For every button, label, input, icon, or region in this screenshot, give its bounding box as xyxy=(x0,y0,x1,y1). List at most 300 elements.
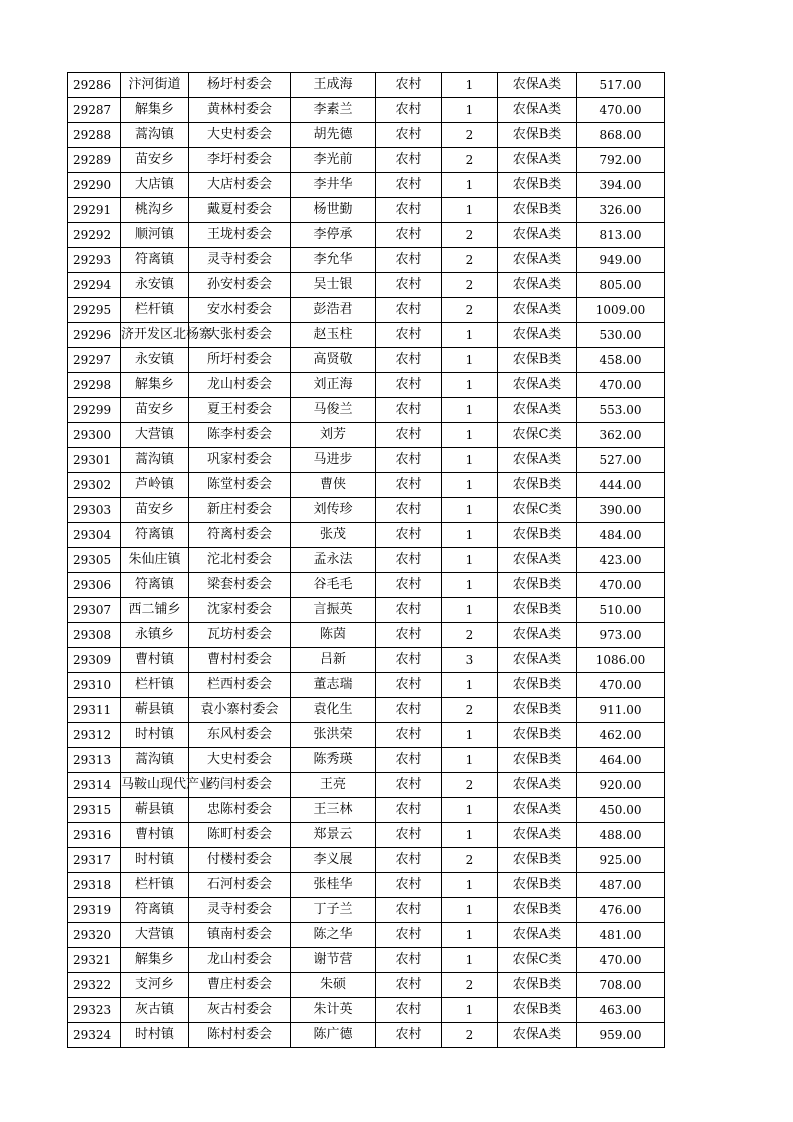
insurance-category-cell: 农保A类 xyxy=(498,623,577,648)
insurance-category-cell: 农保A类 xyxy=(498,273,577,298)
insurance-category-cell: 农保B类 xyxy=(498,123,577,148)
area-type-cell: 农村 xyxy=(376,373,442,398)
insurance-category-cell: 农保B类 xyxy=(498,523,577,548)
village-committee-cell: 沈家村委会 xyxy=(189,598,291,623)
village-committee-cell: 新庄村委会 xyxy=(189,498,291,523)
insurance-category-cell: 农保C类 xyxy=(498,423,577,448)
table-row xyxy=(68,848,665,873)
amount-cell: 481.00 xyxy=(577,923,665,948)
township-cell: 蒿沟镇 xyxy=(121,748,189,773)
area-type-cell: 农村 xyxy=(376,573,442,598)
village-committee-cell: 忠陈村委会 xyxy=(189,798,291,823)
table-row xyxy=(68,948,665,973)
village-committee-cell: 大史村委会 xyxy=(189,123,291,148)
record-id-cell: 29316 xyxy=(68,823,121,848)
table-row xyxy=(68,373,665,398)
person-name-cell: 彭浩君 xyxy=(291,298,376,323)
insurance-category-cell: 农保B类 xyxy=(498,573,577,598)
table-row xyxy=(68,298,665,323)
village-committee-cell: 陈李村委会 xyxy=(189,423,291,448)
record-id-cell: 29297 xyxy=(68,348,121,373)
insurance-category-cell: 农保B类 xyxy=(498,873,577,898)
area-type-cell: 农村 xyxy=(376,673,442,698)
township-cell: 解集乡 xyxy=(121,373,189,398)
amount-cell: 813.00 xyxy=(577,223,665,248)
record-id-cell: 29307 xyxy=(68,598,121,623)
record-id-cell: 29291 xyxy=(68,198,121,223)
record-id-cell: 29290 xyxy=(68,173,121,198)
household-count-cell: 1 xyxy=(442,598,498,623)
township-cell: 苗安乡 xyxy=(121,148,189,173)
area-type-cell: 农村 xyxy=(376,723,442,748)
household-count-cell: 1 xyxy=(442,923,498,948)
record-id-cell: 29320 xyxy=(68,923,121,948)
person-name-cell: 李光前 xyxy=(291,148,376,173)
area-type-cell: 农村 xyxy=(376,173,442,198)
area-type-cell: 农村 xyxy=(376,323,442,348)
record-id-cell: 29315 xyxy=(68,798,121,823)
person-name-cell: 吕新 xyxy=(291,648,376,673)
household-count-cell: 1 xyxy=(442,748,498,773)
area-type-cell: 农村 xyxy=(376,948,442,973)
township-cell: 桃沟乡 xyxy=(121,198,189,223)
village-committee-cell: 王垅村委会 xyxy=(189,223,291,248)
insurance-category-cell: 农保A类 xyxy=(498,448,577,473)
household-count-cell: 1 xyxy=(442,898,498,923)
village-committee-cell: 李圩村委会 xyxy=(189,148,291,173)
area-type-cell: 农村 xyxy=(376,748,442,773)
amount-cell: 553.00 xyxy=(577,398,665,423)
amount-cell: 973.00 xyxy=(577,623,665,648)
area-type-cell: 农村 xyxy=(376,598,442,623)
household-count-cell: 1 xyxy=(442,948,498,973)
record-id-cell: 29302 xyxy=(68,473,121,498)
insurance-category-cell: 农保B类 xyxy=(498,698,577,723)
record-id-cell: 29287 xyxy=(68,98,121,123)
insurance-category-cell: 农保A类 xyxy=(498,148,577,173)
table-row xyxy=(68,73,665,98)
record-id-cell: 29292 xyxy=(68,223,121,248)
table-row xyxy=(68,598,665,623)
township-cell: 顺河镇 xyxy=(121,223,189,248)
record-id-cell: 29300 xyxy=(68,423,121,448)
household-count-cell: 1 xyxy=(442,798,498,823)
person-name-cell: 李井华 xyxy=(291,173,376,198)
amount-cell: 517.00 xyxy=(577,73,665,98)
insurance-category-cell: 农保B类 xyxy=(498,748,577,773)
household-count-cell: 1 xyxy=(442,198,498,223)
village-committee-cell: 符离村委会 xyxy=(189,523,291,548)
record-id-cell: 29308 xyxy=(68,623,121,648)
amount-cell: 1009.00 xyxy=(577,298,665,323)
table-row xyxy=(68,973,665,998)
record-id-cell: 29311 xyxy=(68,698,121,723)
area-type-cell: 农村 xyxy=(376,1023,442,1048)
insurance-category-cell: 农保A类 xyxy=(498,223,577,248)
township-cell: 大营镇 xyxy=(121,923,189,948)
village-committee-cell: 曹村村委会 xyxy=(189,648,291,673)
table-row xyxy=(68,1023,665,1048)
household-count-cell: 1 xyxy=(442,573,498,598)
person-name-cell: 胡先德 xyxy=(291,123,376,148)
table-row xyxy=(68,823,665,848)
record-id-cell: 29305 xyxy=(68,548,121,573)
township-cell: 符离镇 xyxy=(121,898,189,923)
household-count-cell: 2 xyxy=(442,123,498,148)
amount-cell: 470.00 xyxy=(577,948,665,973)
insurance-category-cell: 农保A类 xyxy=(498,823,577,848)
table-row xyxy=(68,923,665,948)
area-type-cell: 农村 xyxy=(376,273,442,298)
insurance-category-cell: 农保B类 xyxy=(498,673,577,698)
village-committee-cell: 付楼村委会 xyxy=(189,848,291,873)
village-committee-cell: 梁套村委会 xyxy=(189,573,291,598)
person-name-cell: 朱计英 xyxy=(291,998,376,1023)
amount-cell: 527.00 xyxy=(577,448,665,473)
person-name-cell: 王三林 xyxy=(291,798,376,823)
area-type-cell: 农村 xyxy=(376,148,442,173)
insurance-category-cell: 农保A类 xyxy=(498,773,577,798)
township-cell: 栏杆镇 xyxy=(121,873,189,898)
amount-cell: 920.00 xyxy=(577,773,665,798)
village-committee-cell: 夏王村委会 xyxy=(189,398,291,423)
table-row xyxy=(68,673,665,698)
area-type-cell: 农村 xyxy=(376,423,442,448)
person-name-cell: 朱硕 xyxy=(291,973,376,998)
insurance-category-cell: 农保B类 xyxy=(498,723,577,748)
township-cell: 支河乡 xyxy=(121,973,189,998)
table-row xyxy=(68,723,665,748)
person-name-cell: 马进步 xyxy=(291,448,376,473)
amount-cell: 488.00 xyxy=(577,823,665,848)
area-type-cell: 农村 xyxy=(376,923,442,948)
record-id-cell: 29318 xyxy=(68,873,121,898)
village-committee-cell: 孙安村委会 xyxy=(189,273,291,298)
person-name-cell: 杨世勤 xyxy=(291,198,376,223)
amount-cell: 1086.00 xyxy=(577,648,665,673)
person-name-cell: 言振英 xyxy=(291,598,376,623)
record-id-cell: 29322 xyxy=(68,973,121,998)
village-committee-cell: 沱北村委会 xyxy=(189,548,291,573)
table-row xyxy=(68,423,665,448)
township-cell: 符离镇 xyxy=(121,523,189,548)
township-cell: 时村镇 xyxy=(121,848,189,873)
household-count-cell: 1 xyxy=(442,73,498,98)
village-committee-cell: 镇南村委会 xyxy=(189,923,291,948)
township-cell: 曹村镇 xyxy=(121,823,189,848)
table-row xyxy=(68,198,665,223)
table-row xyxy=(68,498,665,523)
amount-cell: 458.00 xyxy=(577,348,665,373)
village-committee-cell: 安水村委会 xyxy=(189,298,291,323)
records-table-body xyxy=(68,73,665,1048)
area-type-cell: 农村 xyxy=(376,698,442,723)
person-name-cell: 陈之华 xyxy=(291,923,376,948)
data-sheet xyxy=(67,72,665,1048)
record-id-cell: 29319 xyxy=(68,898,121,923)
area-type-cell: 农村 xyxy=(376,548,442,573)
record-id-cell: 29303 xyxy=(68,498,121,523)
table-row xyxy=(68,273,665,298)
record-id-cell: 29304 xyxy=(68,523,121,548)
village-committee-cell: 黄林村委会 xyxy=(189,98,291,123)
person-name-cell: 曹侠 xyxy=(291,473,376,498)
village-committee-cell: 曹庄村委会 xyxy=(189,973,291,998)
amount-cell: 484.00 xyxy=(577,523,665,548)
table-row xyxy=(68,748,665,773)
household-count-cell: 1 xyxy=(442,173,498,198)
table-row xyxy=(68,148,665,173)
person-name-cell: 张茂 xyxy=(291,523,376,548)
township-cell: 蕲县镇 xyxy=(121,798,189,823)
table-row xyxy=(68,248,665,273)
area-type-cell: 农村 xyxy=(376,398,442,423)
village-committee-cell: 药闫村委会 xyxy=(189,773,291,798)
insurance-category-cell: 农保A类 xyxy=(498,373,577,398)
insurance-category-cell: 农保A类 xyxy=(498,323,577,348)
record-id-cell: 29301 xyxy=(68,448,121,473)
table-row xyxy=(68,698,665,723)
township-cell: 蒿沟镇 xyxy=(121,123,189,148)
person-name-cell: 李停承 xyxy=(291,223,376,248)
insurance-category-cell: 农保A类 xyxy=(498,923,577,948)
person-name-cell: 董志瑞 xyxy=(291,673,376,698)
person-name-cell: 刘正海 xyxy=(291,373,376,398)
area-type-cell: 农村 xyxy=(376,798,442,823)
table-row xyxy=(68,473,665,498)
village-committee-cell: 灵寺村委会 xyxy=(189,248,291,273)
area-type-cell: 农村 xyxy=(376,198,442,223)
township-cell: 永安镇 xyxy=(121,273,189,298)
person-name-cell: 刘传珍 xyxy=(291,498,376,523)
person-name-cell: 张桂华 xyxy=(291,873,376,898)
township-cell: 汴河街道 xyxy=(121,73,189,98)
village-committee-cell: 瓦坊村委会 xyxy=(189,623,291,648)
table-row xyxy=(68,223,665,248)
person-name-cell: 孟永法 xyxy=(291,548,376,573)
township-cell: 蕲县镇 xyxy=(121,698,189,723)
insurance-category-cell: 农保C类 xyxy=(498,498,577,523)
area-type-cell: 农村 xyxy=(376,523,442,548)
amount-cell: 708.00 xyxy=(577,973,665,998)
amount-cell: 911.00 xyxy=(577,698,665,723)
table-row xyxy=(68,98,665,123)
township-cell: 时村镇 xyxy=(121,723,189,748)
township-cell: 西二铺乡 xyxy=(121,598,189,623)
record-id-cell: 29288 xyxy=(68,123,121,148)
person-name-cell: 马俊兰 xyxy=(291,398,376,423)
person-name-cell: 谷毛毛 xyxy=(291,573,376,598)
household-count-cell: 2 xyxy=(442,848,498,873)
household-count-cell: 1 xyxy=(442,498,498,523)
area-type-cell: 农村 xyxy=(376,823,442,848)
township-cell: 芦岭镇 xyxy=(121,473,189,498)
village-committee-cell: 陈堂村委会 xyxy=(189,473,291,498)
table-row xyxy=(68,523,665,548)
amount-cell: 487.00 xyxy=(577,873,665,898)
person-name-cell: 吴士银 xyxy=(291,273,376,298)
township-cell: 济开发区北杨寨 xyxy=(121,323,189,348)
person-name-cell: 刘芳 xyxy=(291,423,376,448)
insurance-category-cell: 农保B类 xyxy=(498,473,577,498)
amount-cell: 530.00 xyxy=(577,323,665,348)
village-committee-cell: 灵寺村委会 xyxy=(189,898,291,923)
insurance-category-cell: 农保A类 xyxy=(498,648,577,673)
household-count-cell: 1 xyxy=(442,98,498,123)
table-row xyxy=(68,798,665,823)
area-type-cell: 农村 xyxy=(376,348,442,373)
area-type-cell: 农村 xyxy=(376,298,442,323)
village-committee-cell: 大史村委会 xyxy=(189,748,291,773)
township-cell: 解集乡 xyxy=(121,948,189,973)
household-count-cell: 1 xyxy=(442,548,498,573)
household-count-cell: 3 xyxy=(442,648,498,673)
insurance-category-cell: 农保A类 xyxy=(498,98,577,123)
amount-cell: 470.00 xyxy=(577,98,665,123)
household-count-cell: 1 xyxy=(442,323,498,348)
area-type-cell: 农村 xyxy=(376,873,442,898)
area-type-cell: 农村 xyxy=(376,648,442,673)
household-count-cell: 1 xyxy=(442,448,498,473)
township-cell: 永安镇 xyxy=(121,348,189,373)
household-count-cell: 1 xyxy=(442,873,498,898)
area-type-cell: 农村 xyxy=(376,898,442,923)
township-cell: 栏杆镇 xyxy=(121,298,189,323)
area-type-cell: 农村 xyxy=(376,498,442,523)
record-id-cell: 29286 xyxy=(68,73,121,98)
household-count-cell: 1 xyxy=(442,523,498,548)
area-type-cell: 农村 xyxy=(376,623,442,648)
insurance-category-cell: 农保A类 xyxy=(498,248,577,273)
record-id-cell: 29299 xyxy=(68,398,121,423)
record-id-cell: 29323 xyxy=(68,998,121,1023)
person-name-cell: 王成海 xyxy=(291,73,376,98)
household-count-cell: 1 xyxy=(442,723,498,748)
village-committee-cell: 龙山村委会 xyxy=(189,373,291,398)
table-row xyxy=(68,173,665,198)
insurance-category-cell: 农保B类 xyxy=(498,973,577,998)
table-row xyxy=(68,648,665,673)
amount-cell: 476.00 xyxy=(577,898,665,923)
person-name-cell: 张洪荣 xyxy=(291,723,376,748)
village-committee-cell: 龙山村委会 xyxy=(189,948,291,973)
insurance-category-cell: 农保B类 xyxy=(498,898,577,923)
township-cell: 时村镇 xyxy=(121,1023,189,1048)
person-name-cell: 李义展 xyxy=(291,848,376,873)
table-row xyxy=(68,548,665,573)
amount-cell: 470.00 xyxy=(577,573,665,598)
township-cell: 蒿沟镇 xyxy=(121,448,189,473)
table-row xyxy=(68,773,665,798)
township-cell: 灰古镇 xyxy=(121,998,189,1023)
township-cell: 永镇乡 xyxy=(121,623,189,648)
village-committee-cell: 石河村委会 xyxy=(189,873,291,898)
village-committee-cell: 陈村村委会 xyxy=(189,1023,291,1048)
record-id-cell: 29306 xyxy=(68,573,121,598)
township-cell: 苗安乡 xyxy=(121,498,189,523)
township-cell: 栏杆镇 xyxy=(121,673,189,698)
insurance-category-cell: 农保A类 xyxy=(498,548,577,573)
table-row xyxy=(68,123,665,148)
table-row xyxy=(68,998,665,1023)
amount-cell: 394.00 xyxy=(577,173,665,198)
household-count-cell: 2 xyxy=(442,1023,498,1048)
amount-cell: 326.00 xyxy=(577,198,665,223)
village-committee-cell: 大张村委会 xyxy=(189,323,291,348)
amount-cell: 470.00 xyxy=(577,673,665,698)
area-type-cell: 农村 xyxy=(376,223,442,248)
table-row xyxy=(68,873,665,898)
amount-cell: 390.00 xyxy=(577,498,665,523)
insurance-category-cell: 农保C类 xyxy=(498,948,577,973)
household-count-cell: 2 xyxy=(442,148,498,173)
household-count-cell: 2 xyxy=(442,273,498,298)
household-count-cell: 1 xyxy=(442,823,498,848)
township-cell: 符离镇 xyxy=(121,248,189,273)
amount-cell: 959.00 xyxy=(577,1023,665,1048)
person-name-cell: 陈秀瑛 xyxy=(291,748,376,773)
insurance-category-cell: 农保B类 xyxy=(498,348,577,373)
township-cell: 大店镇 xyxy=(121,173,189,198)
record-id-cell: 29294 xyxy=(68,273,121,298)
insurance-category-cell: 农保A类 xyxy=(498,73,577,98)
table-row xyxy=(68,448,665,473)
insurance-category-cell: 农保B类 xyxy=(498,998,577,1023)
village-committee-cell: 所圩村委会 xyxy=(189,348,291,373)
amount-cell: 470.00 xyxy=(577,373,665,398)
area-type-cell: 农村 xyxy=(376,773,442,798)
record-id-cell: 29321 xyxy=(68,948,121,973)
insurance-category-cell: 农保A类 xyxy=(498,398,577,423)
records-table xyxy=(67,72,665,1048)
record-id-cell: 29293 xyxy=(68,248,121,273)
person-name-cell: 郑景云 xyxy=(291,823,376,848)
person-name-cell: 袁化生 xyxy=(291,698,376,723)
amount-cell: 510.00 xyxy=(577,598,665,623)
record-id-cell: 29298 xyxy=(68,373,121,398)
area-type-cell: 农村 xyxy=(376,248,442,273)
insurance-category-cell: 农保A类 xyxy=(498,298,577,323)
area-type-cell: 农村 xyxy=(376,848,442,873)
township-cell: 符离镇 xyxy=(121,573,189,598)
table-row xyxy=(68,623,665,648)
person-name-cell: 陈茵 xyxy=(291,623,376,648)
area-type-cell: 农村 xyxy=(376,448,442,473)
amount-cell: 925.00 xyxy=(577,848,665,873)
area-type-cell: 农村 xyxy=(376,998,442,1023)
person-name-cell: 丁子兰 xyxy=(291,898,376,923)
village-committee-cell: 袁小寨村委会 xyxy=(189,698,291,723)
area-type-cell: 农村 xyxy=(376,473,442,498)
record-id-cell: 29296 xyxy=(68,323,121,348)
household-count-cell: 2 xyxy=(442,773,498,798)
record-id-cell: 29324 xyxy=(68,1023,121,1048)
table-row xyxy=(68,573,665,598)
table-row xyxy=(68,323,665,348)
village-committee-cell: 东风村委会 xyxy=(189,723,291,748)
amount-cell: 362.00 xyxy=(577,423,665,448)
table-row xyxy=(68,348,665,373)
household-count-cell: 2 xyxy=(442,298,498,323)
township-cell: 朱仙庄镇 xyxy=(121,548,189,573)
person-name-cell: 王亮 xyxy=(291,773,376,798)
record-id-cell: 29309 xyxy=(68,648,121,673)
person-name-cell: 高贤敬 xyxy=(291,348,376,373)
record-id-cell: 29310 xyxy=(68,673,121,698)
record-id-cell: 29312 xyxy=(68,723,121,748)
table-row xyxy=(68,898,665,923)
township-cell: 曹村镇 xyxy=(121,648,189,673)
